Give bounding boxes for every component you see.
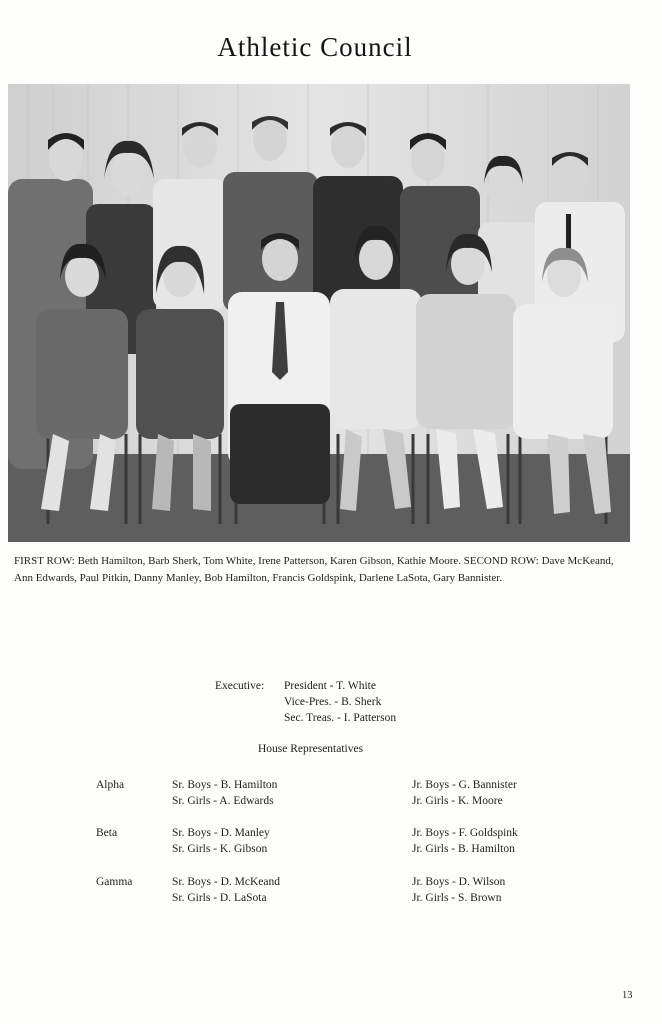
secretary-treasurer: Sec. Treas. - I. Patterson <box>284 712 397 724</box>
jr-boys: Jr. Boys - D. Wilson <box>412 876 506 888</box>
sr-girls: Sr. Girls - A. Edwards <box>172 795 274 807</box>
jr-girls: Jr. Girls - S. Brown <box>412 892 502 904</box>
page-number: 13 <box>622 990 633 1001</box>
executive-label: Executive: <box>215 680 265 692</box>
sr-girls: Sr. Girls - K. Gibson <box>172 843 268 855</box>
house-representatives-title: House Representatives <box>258 743 364 755</box>
photo-caption: FIRST ROW: Beth Hamilton, Barb Sherk, Tom White, Irene Patterson, Karen Gibson, Kathie Moore. SECOND ROW: Dave McKeand, Ann Edwards, Paul Pitkin, Danny Manley, Bob Hamilton, Francis Goldspink, Darlene LaSota, Gary Bannister. <box>14 555 614 584</box>
president: President - T. White <box>284 680 376 692</box>
sr-boys: Sr. Boys - B. Hamilton <box>172 779 278 791</box>
sr-girls: Sr. Girls - D. LaSota <box>172 892 267 904</box>
sr-boys: Sr. Boys - D. McKeand <box>172 876 280 888</box>
sr-boys: Sr. Boys - D. Manley <box>172 827 270 839</box>
group-photo-image <box>8 84 630 542</box>
house-name: Gamma <box>96 876 133 888</box>
house-name: Alpha <box>96 779 125 791</box>
jr-girls: Jr. Girls - K. Moore <box>412 795 503 807</box>
page-title: Athletic Council <box>217 32 413 62</box>
group-photo <box>8 84 630 542</box>
jr-boys: Jr. Boys - F. Goldspink <box>412 827 518 839</box>
vice-president: Vice-Pres. - B. Sherk <box>284 696 382 708</box>
jr-girls: Jr. Girls - B. Hamilton <box>412 843 515 855</box>
house-name: Beta <box>96 827 118 839</box>
jr-boys: Jr. Boys - G. Bannister <box>412 779 517 791</box>
